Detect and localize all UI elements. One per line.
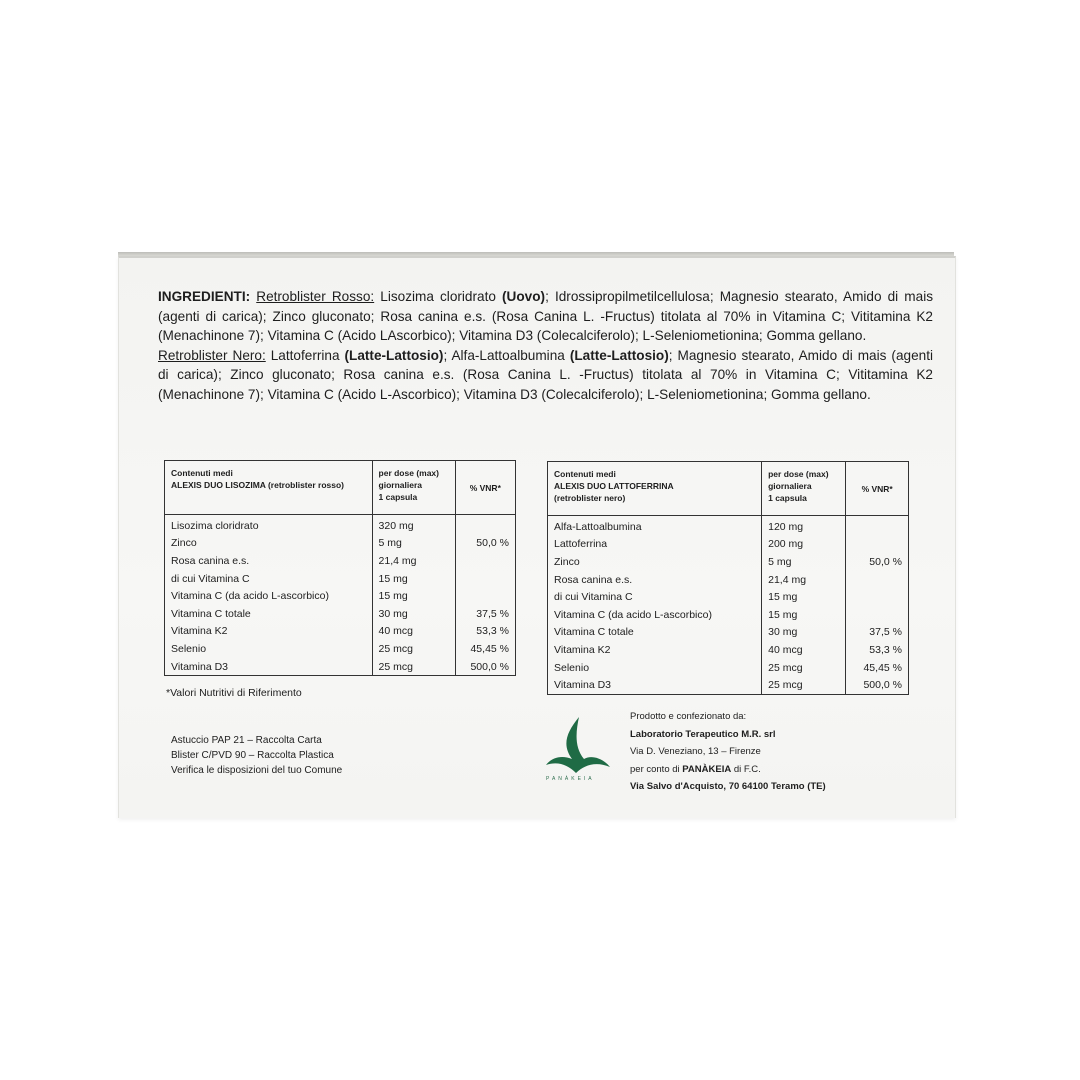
cell-vnr: 53,3 % (455, 623, 515, 641)
cell-name: Vitamina C (da acido L-ascorbico) (548, 606, 762, 624)
cell-name: Vitamina C totale (165, 605, 373, 623)
cell-amount: 30 mg (372, 605, 455, 623)
cell-vnr (846, 516, 909, 536)
table1-head-line2: ALEXIS DUO LISOZIMA (retroblister rosso) (171, 480, 345, 490)
cell-name: Selenio (165, 640, 373, 658)
table-row (548, 553, 909, 571)
cell-amount: 120 mg (762, 516, 846, 536)
table-row (548, 571, 909, 589)
producer-line1: Prodotto e confezionato da: (630, 711, 747, 722)
red-allergen: (Uovo) (502, 289, 546, 304)
cell-name: di cui Vitamina C (548, 588, 762, 606)
table-row (548, 659, 909, 677)
table-row (165, 535, 516, 553)
table1-dose-line3: 1 capsula (378, 492, 418, 502)
table2-head-line3: (retroblister nero) (554, 493, 626, 503)
table-row (548, 676, 909, 694)
table-row (165, 570, 516, 588)
table2-header-dose (762, 462, 846, 516)
cell-name: Vitamina C totale (548, 624, 762, 642)
producer-address: Via Salvo d'Acquisto, 70 64100 Teramo (TE) (630, 781, 826, 793)
cell-vnr: 53,3 % (846, 641, 909, 659)
cell-name: Zinco (165, 535, 373, 553)
table-row (165, 605, 516, 623)
ingredients-heading: INGREDIENTI: (158, 289, 251, 304)
nutrition-table-lisozima (164, 460, 516, 676)
table-row (548, 606, 909, 624)
cell-vnr (846, 588, 909, 606)
cell-amount: 15 mg (762, 606, 846, 624)
cell-amount: 21,4 mg (372, 552, 455, 570)
cell-vnr: 50,0 % (846, 553, 909, 571)
cell-amount: 15 mg (762, 588, 846, 606)
table2-head-line2: ALEXIS DUO LATTOFERRINA (554, 481, 674, 491)
table1-dose-line1: per dose (max) (378, 468, 439, 478)
cell-name: Selenio (548, 659, 762, 677)
cell-vnr (455, 515, 515, 535)
table1-body (165, 515, 516, 676)
black-ingredients-c: ; Magnesio stearato, Amido di mais (agenti di carica); Zinco gluconato; Rosa canina e.s. (Rosa Canina L. -Fructus) titolata al 70% in Vitamina C; Vititamina K2 (Menachinone 7); Vitamina C (Acido L-Ascorbico); Vitamina D3 (Colecalciferolo); L-Seleniometionina; Gomma gellano. (158, 347, 933, 402)
cell-vnr: 37,5 % (846, 624, 909, 642)
cell-vnr (846, 606, 909, 624)
cell-amount: 25 mcg (762, 659, 846, 677)
cell-amount: 15 mg (372, 587, 455, 605)
recycling-line3: Verifica le disposizioni del tuo Comune (171, 765, 343, 776)
nutrition-table-lattoferrina (547, 461, 909, 695)
black-ingredients-a: Lattoferrina (265, 347, 345, 363)
producer-company: Laboratorio Terapeutico M.R. srl (630, 728, 776, 740)
cell-vnr: 50,0 % (455, 535, 515, 553)
cell-vnr (846, 536, 909, 554)
black-ingredients-b: ; Alfa-Lattoalbumina (443, 347, 570, 363)
cell-vnr: 45,45 % (846, 659, 909, 677)
cell-amount: 40 mcg (372, 623, 455, 641)
red-ingredients-b: ; Idrossipropilmetilcellulosa; Magnesio stearato, Amido di mais (agenti di carica); Zinco gluconato; Rosa canina e.s. (Rosa Canina L. -Fructus) titolata al 70% in Vitamina C; Vititamina K2 (Menachinone 7); Vitamina C (Acido LAscorbico); Vitamina D3 (Colecalciferolo); L-Seleniometionina; Gomma gellano. (158, 289, 934, 344)
cell-amount: 25 mcg (372, 658, 455, 676)
table2-body (548, 516, 909, 695)
red-blister-label: Retroblister Rosso: (256, 289, 375, 304)
cell-name: Vitamina C (da acido L-ascorbico) (165, 587, 373, 605)
recycling-info (171, 733, 342, 778)
cell-name: Vitamina D3 (548, 676, 762, 694)
cell-name: Lattoferrina (548, 536, 762, 554)
cell-name: Rosa canina e.s. (548, 571, 762, 589)
producer-line4 (630, 761, 826, 779)
table1-header-vnr: % VNR* (455, 461, 515, 515)
table-row (165, 587, 516, 605)
table-row (165, 515, 516, 535)
footnote: *Valori Nutritivi di Riferimento (166, 687, 302, 699)
cell-name: Lisozima cloridrato (165, 515, 373, 535)
cell-amount: 15 mg (372, 570, 455, 588)
cell-vnr (455, 570, 515, 588)
table2-header-content (548, 462, 762, 516)
cell-amount: 30 mg (762, 624, 846, 642)
recycling-line2: Blister C/PVD 90 – Raccolta Plastica (171, 750, 334, 761)
cell-amount: 320 mg (372, 515, 455, 535)
cell-amount: 40 mcg (762, 641, 846, 659)
cell-vnr (455, 587, 515, 605)
table-row (548, 516, 909, 536)
cell-vnr: 500,0 % (455, 658, 515, 676)
table-row (548, 588, 909, 606)
ingredients-paragraph (158, 287, 933, 405)
table1-head-line1: Contenuti medi (171, 468, 233, 478)
black-blister-label: Retroblister Nero: (158, 347, 266, 363)
table2-dose-line3: 1 capsula (768, 493, 807, 503)
producer-info (630, 708, 826, 796)
table2-head-line1: Contenuti medi (554, 469, 616, 479)
cell-amount: 25 mcg (762, 676, 846, 694)
cell-amount: 5 mg (372, 535, 455, 553)
black-allergen-1: (Latte-Lattosio) (344, 347, 444, 363)
table-row (165, 552, 516, 570)
logo-wordmark: PANÀKEIA (546, 776, 595, 782)
table2-dose-line1: per dose (max) (768, 469, 829, 479)
cell-name: Vitamina K2 (165, 623, 373, 641)
table-row (548, 536, 909, 554)
cell-name: di cui Vitamina C (165, 570, 373, 588)
red-ingredients-a: Lisozima cloridrato (374, 289, 503, 304)
cell-vnr: 45,45 % (455, 640, 515, 658)
table-row (548, 641, 909, 659)
producer-line4-brand: PANÀKEIA (682, 763, 732, 775)
producer-line5 (630, 778, 826, 796)
cell-vnr (846, 571, 909, 589)
black-allergen-2: (Latte-Lattosio) (569, 347, 669, 363)
producer-line4-a: per conto di (630, 763, 683, 775)
cell-amount: 25 mcg (372, 640, 455, 658)
recycling-line1: Astuccio PAP 21 – Raccolta Carta (171, 735, 322, 746)
table-row (165, 658, 516, 676)
cell-amount: 5 mg (762, 553, 846, 571)
cell-name: Rosa canina e.s. (165, 552, 373, 570)
cell-amount: 21,4 mg (762, 571, 846, 589)
cell-name: Alfa-Lattoalbumina (548, 516, 762, 536)
cell-name: Vitamina K2 (548, 641, 762, 659)
producer-line3: Via D. Veneziano, 13 – Firenze (630, 746, 761, 758)
table1-dose-line2: giornaliera (378, 480, 422, 490)
table-row (165, 640, 516, 658)
cell-amount: 200 mg (762, 536, 846, 554)
producer-line2 (630, 726, 826, 744)
producer-line4-c: di F.C. (731, 763, 761, 775)
table1-header-content (165, 461, 373, 515)
table1-header-dose (372, 461, 455, 515)
table2-header-vnr: % VNR* (846, 462, 909, 516)
table-row (165, 623, 516, 641)
table2-dose-line2: giornaliera (768, 481, 812, 491)
cell-name: Vitamina D3 (165, 658, 373, 676)
cell-vnr (455, 552, 515, 570)
cell-name: Zinco (548, 553, 762, 571)
cell-vnr: 500,0 % (846, 676, 909, 694)
cell-vnr: 37,5 % (455, 605, 515, 623)
table-row (548, 624, 909, 642)
